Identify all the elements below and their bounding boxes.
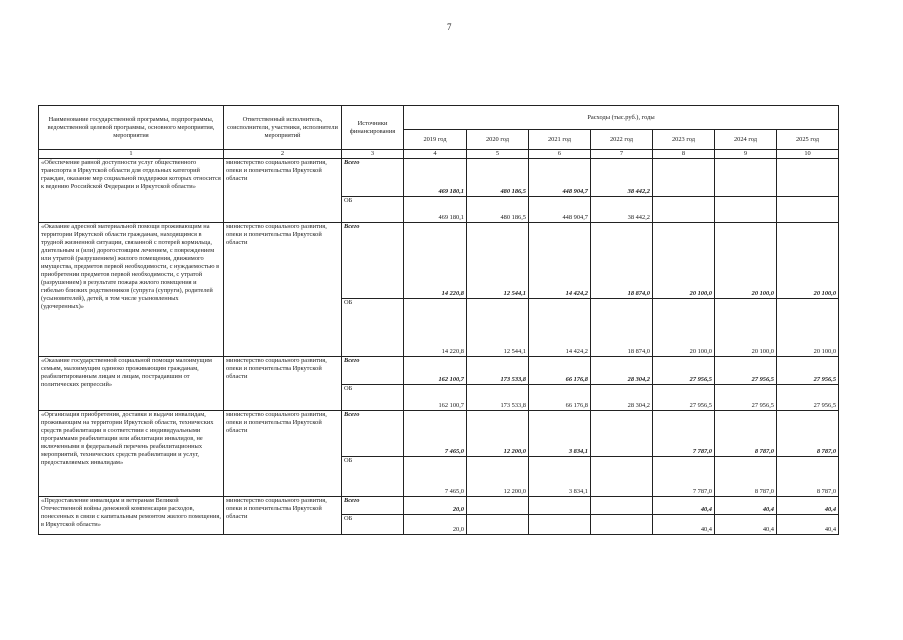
table-row	[39, 159, 839, 197]
responsible-executor: министерство социального развития, опеки и попечительства Иркутской области	[224, 357, 342, 411]
ob-amount: 40,4	[777, 515, 839, 535]
column-number: 1	[39, 150, 224, 159]
total-amount	[653, 159, 715, 197]
total-amount: 7 787,0	[653, 411, 715, 457]
ob-amount: 20 100,0	[653, 299, 715, 357]
ob-amount: 8 787,0	[715, 457, 777, 497]
ob-amount: 173 533,8	[467, 385, 529, 411]
source-total-label: Всего	[342, 159, 404, 197]
ob-amount: 480 186,5	[467, 197, 529, 223]
table-row	[39, 411, 839, 457]
total-amount: 20 100,0	[653, 223, 715, 299]
total-amount: 173 533,8	[467, 357, 529, 385]
header-expenses: Расходы (тыс.руб.), годы	[404, 106, 839, 130]
ob-amount	[467, 515, 529, 535]
column-number: 10	[777, 150, 839, 159]
column-number: 3	[342, 150, 404, 159]
total-amount	[715, 159, 777, 197]
source-total-label: Всего	[342, 223, 404, 299]
total-amount: 8 787,0	[715, 411, 777, 457]
table-row	[39, 223, 839, 299]
column-number: 8	[653, 150, 715, 159]
responsible-executor: министерство социального развития, опеки и попечительства Иркутской области	[224, 159, 342, 223]
program-name: «Обеспечение равной доступности услуг общественного транспорта в Иркутской области для отдельных категорий граждан, оказание мер социальной поддержки которых относится к ведению Российской Федерации и Иркутской области»	[39, 159, 224, 223]
column-number: 7	[591, 150, 653, 159]
total-amount: 20,0	[404, 497, 467, 515]
column-number: 4	[404, 150, 467, 159]
column-number: 5	[467, 150, 529, 159]
source-ob-label: ОБ	[342, 515, 404, 535]
header-year: 2025 год	[777, 130, 839, 150]
ob-amount	[715, 197, 777, 223]
ob-amount	[591, 515, 653, 535]
total-amount: 14 220,8	[404, 223, 467, 299]
ob-amount: 27 956,5	[715, 385, 777, 411]
source-ob-label: ОБ	[342, 457, 404, 497]
total-amount: 448 904,7	[529, 159, 591, 197]
header-executor: Ответственный исполнитель, соисполнители, участники, исполнители мероприятий	[224, 106, 342, 150]
ob-amount: 28 304,2	[591, 385, 653, 411]
source-total-label: Всего	[342, 411, 404, 457]
total-amount	[529, 497, 591, 515]
ob-amount: 66 176,8	[529, 385, 591, 411]
ob-amount: 14 220,8	[404, 299, 467, 357]
total-amount: 469 180,1	[404, 159, 467, 197]
ob-amount	[653, 197, 715, 223]
column-number: 2	[224, 150, 342, 159]
ob-amount: 20 100,0	[715, 299, 777, 357]
header-program-name: Наименование государственной программы, подпрограммы, ведомственной целевой программы, основного мероприятия, мероприятия	[39, 106, 224, 150]
total-amount: 20 100,0	[777, 223, 839, 299]
header-year: 2019 год	[404, 130, 467, 150]
ob-amount: 38 442,2	[591, 197, 653, 223]
total-amount	[591, 497, 653, 515]
ob-amount: 20,0	[404, 515, 467, 535]
ob-amount: 7 465,0	[404, 457, 467, 497]
ob-amount: 18 874,0	[591, 299, 653, 357]
total-amount: 12 200,0	[467, 411, 529, 457]
ob-amount	[529, 515, 591, 535]
ob-amount: 7 787,0	[653, 457, 715, 497]
header-year: 2020 год	[467, 130, 529, 150]
total-amount: 40,4	[653, 497, 715, 515]
total-amount	[777, 159, 839, 197]
ob-amount: 162 100,7	[404, 385, 467, 411]
total-amount: 38 442,2	[591, 159, 653, 197]
budget-table	[38, 105, 839, 535]
total-amount: 27 956,5	[777, 357, 839, 385]
source-ob-label: ОБ	[342, 197, 404, 223]
ob-amount	[591, 457, 653, 497]
total-amount: 18 874,0	[591, 223, 653, 299]
total-amount	[467, 497, 529, 515]
source-total-label: Всего	[342, 497, 404, 515]
total-amount: 66 176,8	[529, 357, 591, 385]
ob-amount: 27 956,5	[777, 385, 839, 411]
page-number: 7	[447, 22, 452, 32]
source-total-label: Всего	[342, 357, 404, 385]
total-amount: 40,4	[777, 497, 839, 515]
program-name: «Оказание государственной социальной помощи малоимущим семьям, малоимущим одиноко проживающим гражданам, реабилитированным лицам и лицам, пострадавшим от политических репрессий»	[39, 357, 224, 411]
table-row	[39, 497, 839, 515]
total-amount: 28 304,2	[591, 357, 653, 385]
total-amount: 40,4	[715, 497, 777, 515]
ob-amount: 448 904,7	[529, 197, 591, 223]
total-amount: 12 544,1	[467, 223, 529, 299]
total-amount: 20 100,0	[715, 223, 777, 299]
ob-amount: 14 424,2	[529, 299, 591, 357]
column-number: 9	[715, 150, 777, 159]
total-amount: 7 465,0	[404, 411, 467, 457]
ob-amount	[777, 197, 839, 223]
ob-amount: 8 787,0	[777, 457, 839, 497]
responsible-executor: министерство социального развития, опеки и попечительства Иркутской области	[224, 223, 342, 357]
total-amount: 162 100,7	[404, 357, 467, 385]
ob-amount: 12 544,1	[467, 299, 529, 357]
ob-amount: 20 100,0	[777, 299, 839, 357]
ob-amount: 469 180,1	[404, 197, 467, 223]
source-ob-label: ОБ	[342, 385, 404, 411]
total-amount: 27 956,5	[653, 357, 715, 385]
ob-amount: 3 834,1	[529, 457, 591, 497]
table-row	[39, 357, 839, 385]
ob-amount: 40,4	[653, 515, 715, 535]
total-amount	[591, 411, 653, 457]
total-amount: 8 787,0	[777, 411, 839, 457]
header-year: 2024 год	[715, 130, 777, 150]
responsible-executor: министерство социального развития, опеки и попечительства Иркутской области	[224, 411, 342, 497]
source-ob-label: ОБ	[342, 299, 404, 357]
program-name: «Оказание адресной материальной помощи проживающим на территории Иркутской области гражданам, находящимся в трудной жизненной ситуации, связанной с потерей кормильца, длительным и (или) дорогостоящим лечением, с повреждением или утратой (разрушением) жилого помещения, движимого имущества, предметов первой необходимости, с нуждаемостью в приобретении предметов первой необходимости, с утратой (разрушением) в результате пожара жилого помещения и гибелью близких родственников (супруга (супруги), родителей (усыновителей), детей, в том числе усыновленных (удочеренных)»	[39, 223, 224, 357]
header-year: 2021 год	[529, 130, 591, 150]
column-number: 6	[529, 150, 591, 159]
total-amount: 3 834,1	[529, 411, 591, 457]
responsible-executor: министерство социального развития, опеки и попечительства Иркутской области	[224, 497, 342, 535]
ob-amount: 12 200,0	[467, 457, 529, 497]
ob-amount: 27 956,5	[653, 385, 715, 411]
program-name: «Предоставление инвалидам и ветеранам Великой Отечественной войны денежной компенсации расходов, понесенных в связи с капитальным ремонтом жилого помещения, в Иркутской области»	[39, 497, 224, 535]
total-amount: 480 186,5	[467, 159, 529, 197]
header-year: 2023 год	[653, 130, 715, 150]
total-amount: 14 424,2	[529, 223, 591, 299]
header-year: 2022 год	[591, 130, 653, 150]
program-name: «Организация приобретения, доставки и выдачи инвалидам, проживающим на территории Иркутской области, технических средств реабилитации в соответствии с индивидуальными программами реабилитации или абилитации инвалидов, не включенными в федеральный перечень реабилитационных мероприятий, технических средств реабилитации и услуг, предоставляемых инвалидам»	[39, 411, 224, 497]
total-amount: 27 956,5	[715, 357, 777, 385]
header-funding-sources: Источники финансирования	[342, 106, 404, 150]
ob-amount: 40,4	[715, 515, 777, 535]
